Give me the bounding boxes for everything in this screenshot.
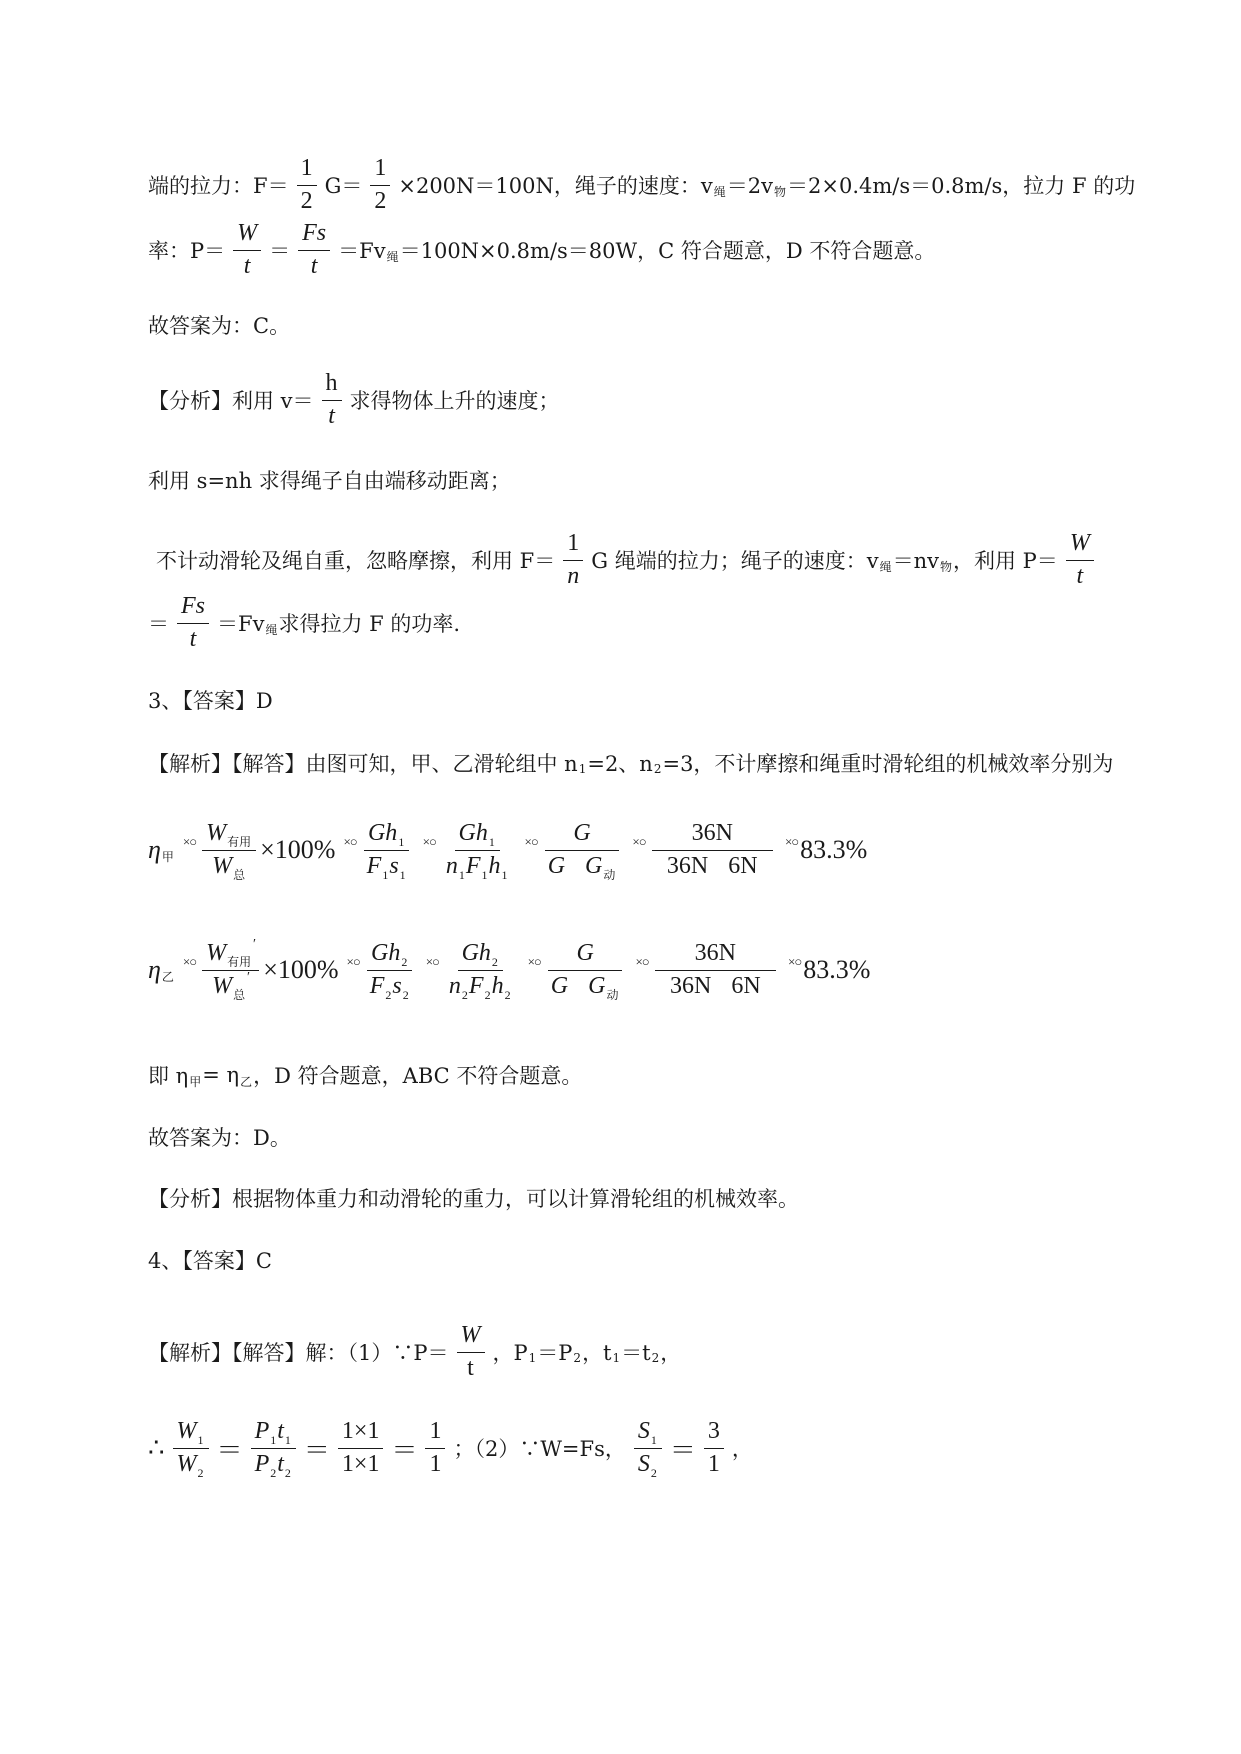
text: ＝Fv: [217, 612, 265, 637]
subscript: 2: [650, 1465, 657, 1480]
fraction-w-over-t: $\frac{W}{t}$: [457, 1322, 485, 1382]
value: 36N: [669, 972, 712, 999]
subscript: 动: [606, 987, 619, 1002]
fraction-fs-over-t: $\frac{Fs}{t}$: [177, 593, 209, 653]
therefore-symbol: ∴: [148, 1433, 165, 1463]
text: 【解析】【解答】解：（1）∵P＝: [148, 1341, 449, 1366]
text: ＝2v: [726, 174, 773, 199]
f: F: [369, 972, 385, 999]
garbled-equals: ×○: [527, 954, 541, 970]
analysis-line: [148, 370, 560, 430]
p: P: [254, 1418, 270, 1444]
fraction-w-useful-over-w-total: [202, 937, 259, 1002]
text: 求得拉力 F 的功率.: [278, 612, 461, 637]
subscript: 物: [939, 559, 952, 574]
gh: Gh: [458, 820, 488, 846]
garbled-equals: ×○: [524, 834, 538, 850]
garbled-equals: ×○: [343, 834, 357, 850]
w: W: [212, 972, 233, 999]
text: 故答案为：D。: [148, 1126, 291, 1150]
value: 6N: [731, 972, 761, 999]
text: ，利用 P＝: [953, 549, 1058, 574]
fraction-g-over-g-plus-g: $\frac{G}{G G_动}$: [547, 940, 624, 1000]
fraction-half: $\frac{1}{2}$: [297, 155, 317, 215]
text: ＝nv: [892, 549, 939, 574]
fraction-fs-over-t: $\frac{Fs}{t}$: [298, 220, 330, 280]
subscript: 2: [504, 987, 511, 1002]
t: t: [277, 1418, 284, 1444]
garbled-equals: ×○: [346, 954, 360, 970]
fraction-w-useful-over-w-total: [202, 820, 256, 880]
g: G: [547, 852, 566, 879]
text: 端的拉力：F＝: [148, 174, 289, 199]
fraction-36-over-42: $\frac{36N}{36N 6N}$: [655, 940, 776, 1000]
fraction-1-over-1: $\frac{1}{1}$: [425, 1418, 445, 1478]
garbled-equals: ×○: [788, 954, 802, 970]
subscript: 1: [398, 835, 405, 849]
subscript: 甲: [189, 1074, 202, 1089]
subscript: 2: [284, 1465, 291, 1480]
subscript: 总: [233, 867, 246, 882]
fraction-w1-over-w2: [173, 1418, 209, 1478]
subscript: 有用: [227, 955, 252, 969]
subscript: 2: [653, 762, 662, 776]
subscript: 1: [612, 1351, 621, 1366]
w: W: [206, 940, 227, 966]
fraction-h-over-t: $\frac{h}{t}$: [322, 370, 342, 430]
text-line: [156, 530, 1102, 590]
subscript: 1: [399, 867, 406, 882]
text: =2、n: [587, 752, 653, 776]
text: ＝t: [621, 1341, 651, 1366]
subscript: 2: [484, 987, 491, 1002]
text: ＝P: [537, 1341, 573, 1366]
gh: Gh: [371, 940, 401, 966]
subscript: 乙: [240, 1074, 253, 1089]
subscript: 动: [603, 867, 616, 882]
w: W: [176, 1418, 197, 1444]
text: ，P: [492, 1341, 528, 1366]
gh: Gh: [461, 940, 491, 966]
w: W: [176, 1450, 197, 1477]
efficiency-equation-1: [148, 820, 867, 880]
analysis-line: [148, 1183, 799, 1213]
line-pull-force: [148, 155, 1135, 215]
fraction-one-over-n: $\frac{1}{n}$: [563, 530, 583, 590]
fraction-w-over-t: $\frac{W}{t}$: [233, 220, 261, 280]
answer-heading: [148, 685, 273, 715]
f: F: [366, 852, 382, 879]
subscript: 2: [197, 1465, 204, 1480]
subscript: 2: [385, 987, 392, 1002]
answer-line: [148, 310, 290, 340]
fraction-gh-over-nfh: [445, 940, 516, 1000]
value: 36N: [666, 852, 709, 879]
subscript: 1: [501, 867, 508, 882]
text: ×200N＝100N，绳子的速度：v: [398, 174, 713, 199]
fraction-half: $\frac{1}{2}$: [370, 155, 390, 215]
subscript: 1: [284, 1433, 291, 1447]
subscript: 乙: [161, 969, 174, 984]
conclusion-line: [148, 1060, 582, 1090]
text-line: [148, 465, 511, 495]
h: h: [488, 852, 501, 879]
equals: ＝: [216, 1435, 243, 1465]
subscript: 2: [461, 987, 468, 1002]
text: G 绳端的拉力；绳子的速度：v: [591, 549, 879, 574]
prime: ′: [252, 937, 256, 952]
garbled-equals: ×○: [182, 954, 197, 970]
subscript: 1: [481, 867, 488, 882]
w: W: [212, 852, 233, 879]
gh: Gh: [367, 820, 398, 846]
text: ，: [660, 1341, 682, 1366]
text: 故答案为：C。: [148, 314, 291, 338]
equals: ＝: [669, 1435, 696, 1465]
s: S: [637, 1450, 650, 1477]
subscript: 2: [573, 1351, 582, 1366]
n: n: [448, 972, 461, 999]
equals: ＝: [303, 1435, 330, 1465]
subscript: 甲: [161, 849, 174, 864]
s: s: [392, 972, 402, 999]
text: 即 η: [148, 1064, 189, 1088]
subscript: 2: [401, 955, 408, 969]
solution-line: [148, 748, 1113, 778]
t: t: [277, 1450, 284, 1477]
text: ＝2×0.4m/s＝0.8m/s，拉力 F 的功: [787, 174, 1136, 199]
g: G: [550, 972, 569, 999]
prime: ′: [246, 969, 250, 985]
subscript: 绳: [879, 559, 892, 574]
fraction-gh-over-fs: [363, 820, 411, 880]
text: ，t: [582, 1341, 612, 1366]
subscript: 1: [382, 867, 389, 882]
fraction-gh-over-nfh: [442, 820, 513, 880]
subscript: 1: [197, 1433, 204, 1447]
text: ；（2）∵W=Fs，: [453, 1437, 626, 1462]
fraction-3-over-1: $\frac{3}{1}$: [704, 1418, 724, 1478]
solution-line: [148, 1322, 681, 1382]
text: 【分析】利用 v＝: [148, 389, 314, 414]
text: 【分析】根据物体重力和动滑轮的重力，可以计算滑轮组的机械效率。: [148, 1187, 799, 1211]
subscript: 有用: [227, 835, 252, 849]
subscript: 绳: [386, 249, 399, 264]
s: s: [389, 852, 399, 879]
efficiency-equation-2: [148, 937, 871, 1002]
f: F: [468, 972, 484, 999]
text: = η: [202, 1063, 240, 1087]
value: 6N: [728, 852, 758, 879]
line-power: [148, 220, 935, 280]
text: ＝: [148, 612, 169, 637]
equals: ＝: [391, 1435, 418, 1465]
answer-heading: [148, 1245, 272, 1275]
garbled-equals: ×○: [425, 954, 439, 970]
fraction-gh-over-fs: [366, 940, 414, 1000]
percent: ×100%: [260, 835, 336, 865]
result: 83.3%: [800, 835, 868, 865]
fraction-36-over-42: $\frac{36N}{36N 6N}$: [652, 820, 773, 880]
percent: ×100%: [263, 955, 339, 985]
subscript: 2: [491, 955, 498, 969]
text: =3，不计摩擦和绳重时滑轮组的机械效率分别为: [662, 752, 1114, 776]
garbled-equals: ×○: [182, 834, 197, 850]
subscript: 1: [650, 1433, 657, 1447]
fraction-p1t1-over-p2t2: [251, 1418, 296, 1478]
text: 求得物体上升的速度；: [349, 389, 560, 414]
garbled-equals: ×○: [632, 834, 646, 850]
answer-line: [148, 1122, 291, 1152]
subscript: 1: [458, 867, 465, 882]
fraction-w-over-t: $\frac{W}{t}$: [1066, 530, 1094, 590]
subscript: 2: [651, 1351, 660, 1366]
text: 【解析】【解答】由图可知，甲、乙滑轮组中 n: [148, 752, 578, 776]
eta-symbol: η: [148, 835, 161, 865]
subscript: 2: [270, 1465, 277, 1480]
subscript: 物: [773, 184, 786, 199]
subscript: 绳: [265, 622, 278, 637]
subscript: 1: [528, 1351, 537, 1366]
g: G: [588, 972, 606, 999]
garbled-equals: ×○: [422, 834, 436, 850]
text: G＝: [324, 174, 363, 199]
f: F: [465, 852, 481, 879]
subscript: 1: [488, 835, 495, 849]
text-line: [148, 593, 460, 653]
text: ，: [731, 1437, 753, 1462]
text: 不计动滑轮及绳自重，忽略摩擦，利用 F＝: [156, 549, 556, 574]
text: 3、【答案】D: [148, 689, 273, 713]
subscript: 1: [578, 762, 587, 776]
text: 4、【答案】C: [148, 1249, 272, 1273]
garbled-equals: ×○: [784, 834, 799, 850]
result: 83.3%: [803, 955, 871, 985]
text: 率：P＝: [148, 239, 226, 264]
text: 利用 s=nh 求得绳子自由端移动距离；: [148, 469, 511, 493]
garbled-equals: ×○: [635, 954, 649, 970]
subscript: 1: [270, 1433, 277, 1447]
w: W: [206, 820, 227, 846]
h: h: [491, 972, 504, 999]
g: G: [585, 852, 603, 879]
eta-symbol: η: [148, 955, 161, 985]
subscript: 绳: [713, 184, 726, 199]
text: ＝100N×0.8m/s＝80W，C 符合题意，D 不符合题意。: [399, 239, 936, 264]
s: S: [637, 1418, 650, 1444]
ratio-line: [148, 1418, 753, 1478]
p: P: [254, 1450, 270, 1477]
text: ，D 符合题意，ABC 不符合题意。: [253, 1064, 583, 1088]
subscript: 2: [402, 987, 409, 1002]
n: n: [445, 852, 458, 879]
fraction-1x1-over-1x1: $\frac{1\times 1}{1\times 1}$: [338, 1418, 384, 1478]
text: ＝: [269, 239, 291, 264]
fraction-s1-over-s2: [634, 1418, 662, 1478]
fraction-g-over-g-plus-g: $\frac{G}{G G_动}$: [544, 820, 621, 880]
subscript: 总: [233, 987, 246, 1002]
text: ＝Fv: [338, 239, 386, 264]
